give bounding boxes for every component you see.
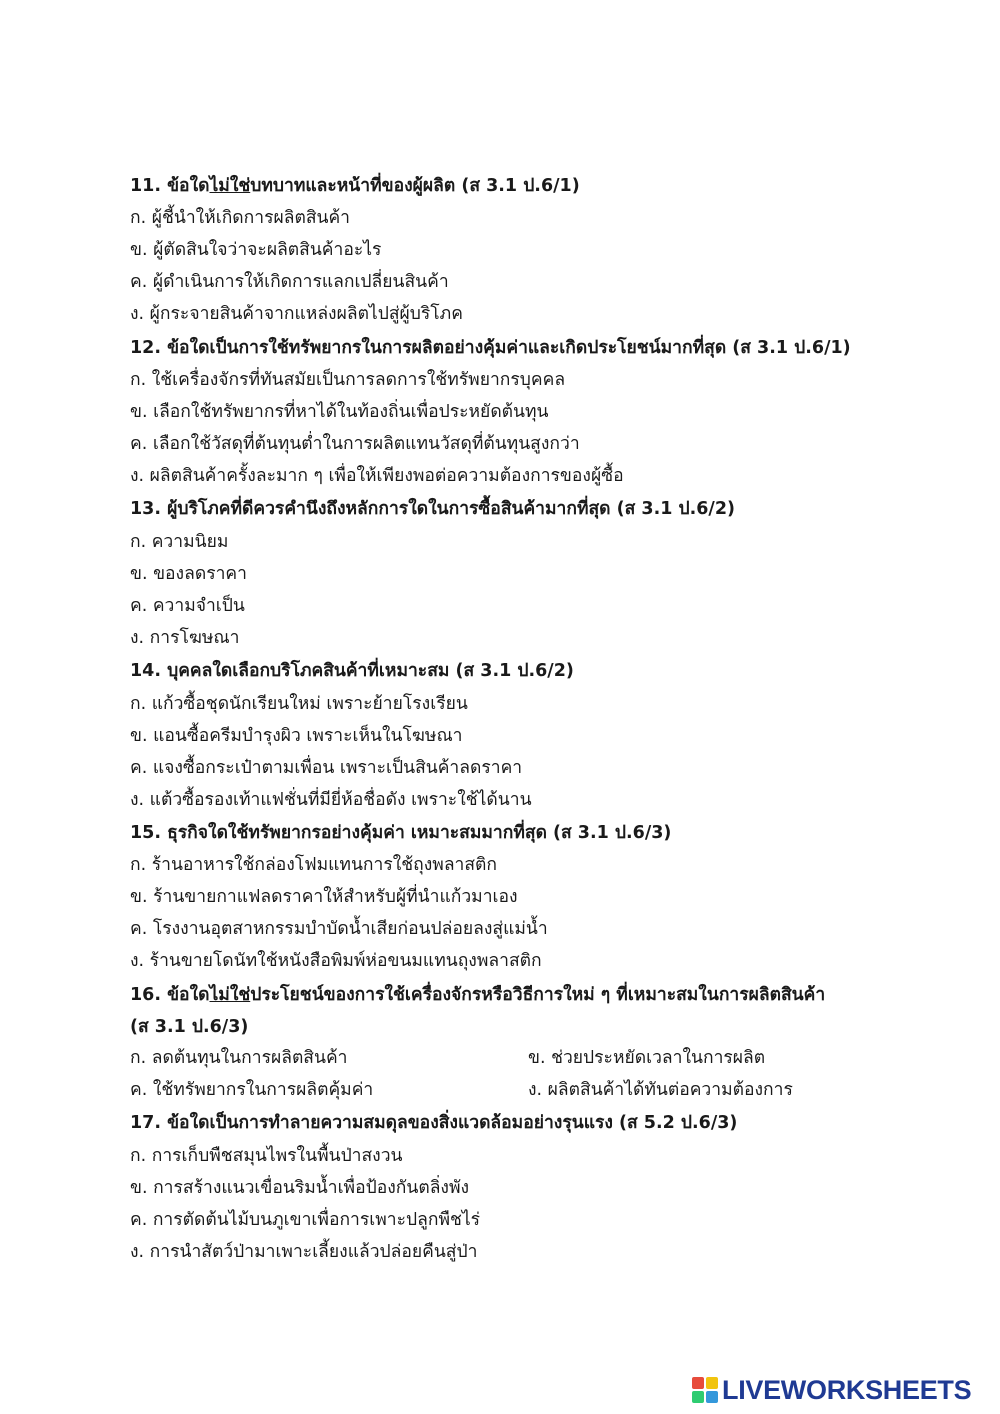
logo-mark-tile — [692, 1391, 704, 1403]
question-14: 14. บุคคลใดเลือกบริโภคสินค้าที่เหมาะสม (ส 3.1 ป.6/2) — [130, 661, 574, 681]
question-17-option-a[interactable]: ก. การเก็บพืชสมุนไพรในพื้นป่าสงวน — [130, 1146, 403, 1166]
question-11-pre: 11. ข้อใด — [130, 176, 210, 196]
question-17-option-b[interactable]: ข. การสร้างแนวเขื่อนริมน้ำเพื่อป้องกันตลิ่งพัง — [130, 1178, 470, 1198]
question-12-option-b[interactable]: ข. เลือกใช้ทรัพยากรที่หาได้ในท้องถิ่นเพื่อประหยัดต้นทุน — [130, 402, 549, 422]
logo-mark-icon — [692, 1377, 718, 1403]
question-15: 15. ธุรกิจใดใช้ทรัพยากรอย่างคุ้มค่า เหมาะสมมากที่สุด (ส 3.1 ป.6/3) — [130, 823, 672, 843]
question-11 — [130, 170, 580, 202]
question-13-option-c[interactable]: ค. ความจำเป็น — [130, 596, 245, 616]
question-16-emphasis: ไม่ใช่ — [209, 985, 251, 1005]
logo-mark-tile — [706, 1391, 718, 1403]
question-15-option-a[interactable]: ก. ร้านอาหารใช้กล่องโฟมแทนการใช้ถุงพลาสติก — [130, 855, 498, 875]
question-16-pre: 16. ข้อใด — [130, 985, 210, 1005]
question-11-option-b[interactable]: ข. ผู้ตัดสินใจว่าจะผลิตสินค้าอะไร — [130, 240, 382, 260]
question-13-option-d[interactable]: ง. การโฆษณา — [130, 628, 240, 648]
question-17-option-d[interactable]: ง. การนำสัตว์ป่ามาเพาะเลี้ยงแล้วปล่อยคืนสู่ป่า — [130, 1242, 478, 1262]
question-16-standard: (ส 3.1 ป.6/3) — [130, 1017, 249, 1037]
question-11-option-d[interactable]: ง. ผู้กระจายสินค้าจากแหล่งผลิตไปสู่ผู้บริโภค — [130, 304, 463, 324]
question-16-option-c[interactable]: ค. ใช้ทรัพยากรในการผลิตคุ้มค่า — [130, 1080, 374, 1100]
question-11-option-a[interactable]: ก. ผู้ชี้นำให้เกิดการผลิตสินค้า — [130, 208, 351, 228]
question-13-option-b[interactable]: ข. ของลดราคา — [130, 564, 247, 584]
question-15-option-c[interactable]: ค. โรงงานอุตสาหกรรมบำบัดน้ำเสียก่อนปล่อยลงสู่แม่น้ำ — [130, 919, 548, 939]
logo-text: LIVEWORKSHEETS — [722, 1374, 972, 1405]
question-13: 13. ผู้บริโภคที่ดีควรคำนึงถึงหลักการใดในการซื้อสินค้ามากที่สุด (ส 3.1 ป.6/2) — [130, 499, 735, 519]
question-14-option-c[interactable]: ค. แจงซื้อกระเป๋าตามเพื่อน เพราะเป็นสินค้าลดราคา — [130, 758, 523, 778]
question-16-post: ประโยชน์ของการใช้เครื่องจักรหรือวิธีการใหม่ ๆ ที่เหมาะสมในการผลิตสินค้า — [250, 985, 826, 1005]
question-14-option-b[interactable]: ข. แอนซื้อครีมบำรุงผิว เพราะเห็นในโฆษณา — [130, 726, 463, 746]
question-12-option-d[interactable]: ง. ผลิตสินค้าครั้งละมาก ๆ เพื่อให้เพียงพอต่อความต้องการของผู้ซื้อ — [130, 466, 624, 486]
question-16 — [130, 979, 825, 1011]
question-12: 12. ข้อใดเป็นการใช้ทรัพยากรในการผลิตอย่างคุ้มค่าและเกิดประโยชน์มากที่สุด (ส 3.1 ป.6/1) — [130, 338, 851, 358]
question-17-option-c[interactable]: ค. การตัดต้นไม้บนภูเขาเพื่อการเพาะปลูกพืชไร่ — [130, 1210, 481, 1230]
question-16-option-d[interactable]: ง. ผลิตสินค้าได้ทันต่อความต้องการ — [528, 1080, 793, 1100]
question-14-option-d[interactable]: ง. แต้วซื้อรองเท้าแฟชั่นที่มียี่ห้อชื่อดัง เพราะใช้ได้นาน — [130, 790, 532, 810]
question-14-option-a[interactable]: ก. แก้วซื้อชุดนักเรียนใหม่ เพราะย้ายโรงเรียน — [130, 694, 468, 714]
question-11-emphasis: ไม่ใช่ — [209, 176, 251, 196]
question-16-option-b[interactable]: ข. ช่วยประหยัดเวลาในการผลิต — [528, 1048, 766, 1068]
question-12-option-c[interactable]: ค. เลือกใช้วัสดุที่ต้นทุนต่ำในการผลิตแทนวัสดุที่ต้นทุนสูงกว่า — [130, 434, 580, 454]
logo-mark-tile — [692, 1377, 704, 1389]
question-11-post: บทบาทและหน้าที่ของผู้ผลิต (ส 3.1 ป.6/1) — [250, 176, 580, 196]
logo-mark-tile — [706, 1377, 718, 1389]
question-15-option-b[interactable]: ข. ร้านขายกาแฟลดราคาให้สำหรับผู้ที่นำแก้วมาเอง — [130, 887, 518, 907]
question-11-option-c[interactable]: ค. ผู้ดำเนินการให้เกิดการแลกเปลี่ยนสินค้า — [130, 272, 449, 292]
liveworksheets-logo[interactable] — [692, 1372, 971, 1408]
question-16-option-a[interactable]: ก. ลดต้นทุนในการผลิตสินค้า — [130, 1048, 348, 1068]
question-17: 17. ข้อใดเป็นการทำลายความสมดุลของสิ่งแวดล้อมอย่างรุนแรง (ส 5.2 ป.6/3) — [130, 1113, 738, 1133]
question-13-option-a[interactable]: ก. ความนิยม — [130, 532, 229, 552]
question-15-option-d[interactable]: ง. ร้านขายโดนัทใช้หนังสือพิมพ์ห่อขนมแทนถุงพลาสติก — [130, 951, 542, 971]
question-12-option-a[interactable]: ก. ใช้เครื่องจักรที่ทันสมัยเป็นการลดการใช้ทรัพยากรบุคคล — [130, 370, 566, 390]
